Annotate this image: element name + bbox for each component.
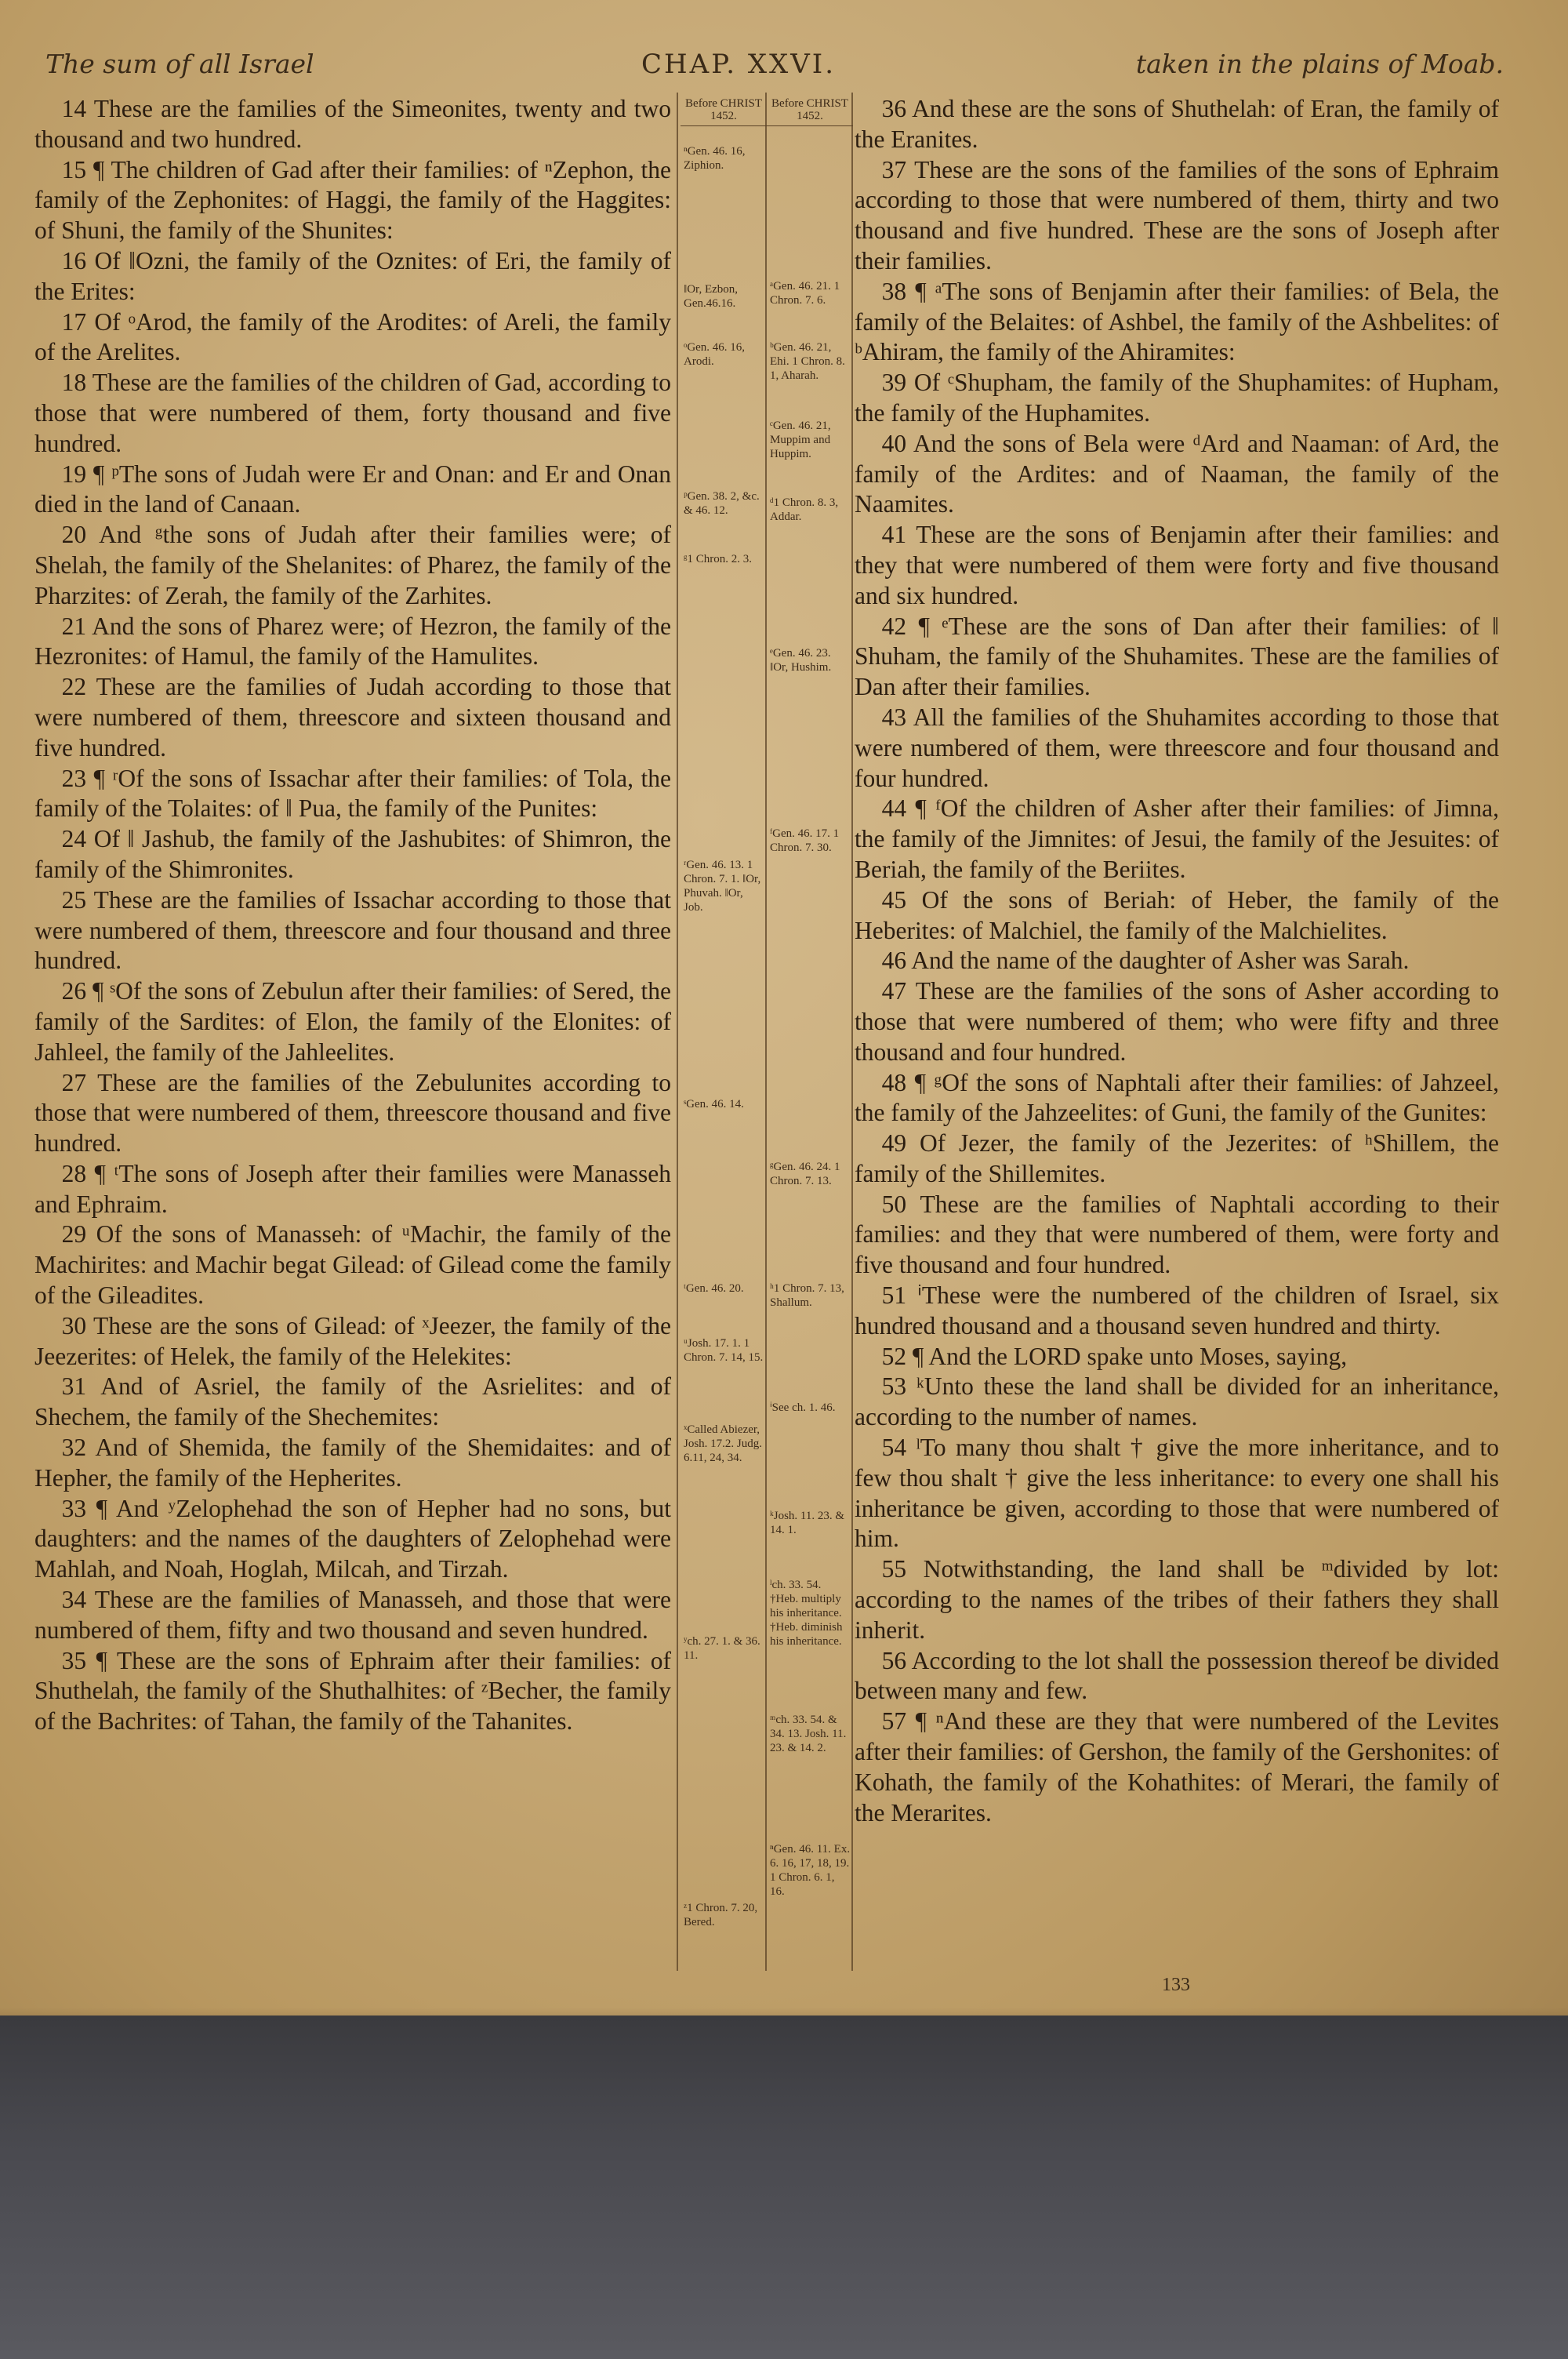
verse: 36 And these are the sons of Shuthelah: of Eran, the family of the Eranites.: [855, 95, 1499, 153]
verse: 51 ⁱThese were the numbered of the children of Israel, six hundred thousand and a thousand seven hundred and thirty.: [855, 1281, 1499, 1339]
verse: 33 ¶ And ʸZelophehad the son of Hepher had no sons, but daughters: and the names of the daughters of Zelophehad were Mahlah, and Noah, Hoglah, Milcah, and Tirzah.: [34, 1494, 671, 1583]
verse: 54 ˡTo many thou shalt † give the more inheritance, and to few thou shalt † give the less inheritance: to every one shall his inheritance be given, according to those that were numbered of him.: [855, 1434, 1499, 1553]
verse: 26 ¶ ˢOf the sons of Zebulun after their families: of Sered, the family of the Sardites: of Elon, the family of the Elonites: of Jahleel, the family of the Jahleelites.: [34, 977, 671, 1066]
chapter-heading: CHAP. XXVI.: [641, 49, 837, 80]
dark-backdrop: [0, 2016, 1568, 2359]
verse: 19 ¶ ᵖThe sons of Judah were Er and Onan: and Er and Onan died in the land of Canaan.: [34, 460, 671, 518]
verse: 20 And ᵍthe sons of Judah after their families were; of Shelah, the family of the Shelanites: of Pharez, the family of the Pharzites: of Zerah, the family of the Zarhites.: [34, 521, 671, 609]
verse: 44 ¶ ᶠOf the children of Asher after their families: of Jimna, the family of the Jimnites: of Jesui, the family of the Jesuites: of Beriah, the family of the Beriites.: [855, 794, 1499, 883]
verse: 45 Of the sons of Beriah: of Heber, the family of the Heberites: of Malchiel, the family of the Malchielites.: [855, 885, 1499, 944]
margin-note: ᵃGen. 46. 21. 1 Chron. 7. 6.: [770, 280, 840, 307]
margin-note: ʳGen. 46. 13. 1 Chron. 7. 1. ‖Or, Phuvah. ‖Or, Job.: [684, 859, 761, 914]
verse: 53 ᵏUnto these the land shall be divided for an inheritance, according to the number of names.: [855, 1372, 1499, 1431]
verse: 39 Of ᶜShupham, the family of the Shuphamites: of Hupham, the family of the Huphamites.: [855, 369, 1499, 427]
verse: 52 ¶ And the LORD spake unto Moses, saying,: [881, 1342, 1348, 1370]
margin-note: ᵉGen. 46. 23. ‖Or, Hushim.: [770, 647, 832, 674]
margin-note: ⁱSee ch. 1. 46.: [770, 1401, 836, 1414]
margin-note: ʸch. 27. 1. & 36. 11.: [684, 1635, 760, 1662]
verse: 30 These are the sons of Gilead: of ˣJeezer, the family of the Jeezerites: of Helek, the family of the Helekites:: [34, 1311, 671, 1370]
margin-note: ᵍGen. 46. 24. 1 Chron. 7. 13.: [770, 1161, 840, 1187]
margin-date-heading: Before CHRIST 1452.: [681, 97, 767, 126]
verse: 27 These are the families of the Zebulunites according to those that were numbered of them, threescore thousand and five hundred.: [34, 1068, 671, 1158]
margin-note: ᵐch. 33. 54. & 34. 13. Josh. 11. 23. & 14. 2.: [770, 1714, 847, 1754]
margin-note: ‖Or, Ezbon, Gen.46.16.: [684, 283, 739, 310]
verse: 40 And the sons of Bela were ᵈArd and Naaman: of Ard, the family of the Ardites: and of Naaman, the family of the Naamites.: [855, 429, 1499, 518]
verse: 56 According to the lot shall the possession thereof be divided between many and few.: [855, 1646, 1499, 1705]
verse: 16 Of ‖Ozni, the family of the Oznites: of Eri, the family of the Erites:: [34, 246, 671, 305]
margin-note: ᵘJosh. 17. 1. 1 Chron. 7. 14, 15.: [684, 1337, 764, 1364]
verse: 49 Of Jezer, the family of the Jezerites: of ʰShillem, the family of the Shillemites.: [855, 1129, 1499, 1187]
verse: 47 These are the families of the sons of Asher according to those that were numbered of them; who were fifty and three thousand and four hundred.: [855, 977, 1499, 1066]
verse: 17 Of ᵒArod, the family of the Arodites: of Areli, the family of the Arelites.: [34, 307, 671, 366]
verse: 48 ¶ ᵍOf the sons of Naphtali after their families: of Jahzeel, the family of the Jahzeelites: of Guni, the family of the Gunites:: [855, 1068, 1499, 1127]
verse: 25 These are the families of Issachar according to those that were numbered of them, threescore and four thousand and three hundred.: [34, 885, 671, 975]
margin-note: ᵏJosh. 11. 23. & 14. 1.: [770, 1510, 845, 1536]
verse: 28 ¶ ᵗThe sons of Joseph after their families were Manasseh and Ephraim.: [34, 1159, 671, 1218]
verse: 57 ¶ ⁿAnd these are they that were numbered of the Levites after their families: of Gershon, the family of the Gershonites: of Kohath, the family of the Kohathites: of Merari, the family of the Merarites.: [855, 1707, 1499, 1826]
running-head-left: The sum of all Israel: [45, 49, 314, 79]
margin-references-b: [767, 97, 853, 1979]
verse: 37 These are the sons of the families of the sons of Ephraim according to those that were numbered of them, thirty and two thousand and five hundred. These are the sons of Joseph after their families.: [855, 155, 1499, 274]
verse: 23 ¶ ʳOf the sons of Issachar after their families: of Tola, the family of the Tolaites: of ‖ Pua, the family of the Punites:: [34, 764, 671, 823]
verse: 24 Of ‖ Jashub, the family of the Jashubites: of Shimron, the family of the Shimronites.: [34, 825, 671, 883]
margin-note: ᵒGen. 46. 16, Arodi.: [684, 341, 746, 368]
verse: 50 These are the families of Naphtali according to their families: and they that were numbered of them, were forty and five thousand and four hundred.: [855, 1190, 1499, 1279]
verse: 42 ¶ ᵉThese are the sons of Dan after their families: of ‖ Shuham, the family of the Shuhamites. These are the families of Dan after their families.: [855, 612, 1499, 701]
verse: 55 Notwithstanding, the land shall be ᵐdivided by lot: according to the names of the tribes of their fathers they shall inherit.: [855, 1555, 1499, 1644]
verse: 21 And the sons of Pharez were; of Hezron, the family of the Hezronites: of Hamul, the family of the Hamulites.: [34, 612, 671, 671]
margin-note: ᵍ1 Chron. 2. 3.: [684, 553, 753, 565]
verse: 41 These are the sons of Benjamin after their families: and they that were numbered of them were forty and five thousand and six hundred.: [855, 521, 1499, 609]
margin-note: ᶜGen. 46. 21, Muppim and Huppim.: [770, 420, 831, 460]
margin-note: ˣCalled Abiezer, Josh. 17.2. Judg. 6.11, 24, 34.: [684, 1423, 763, 1464]
verse: 22 These are the families of Judah according to those that were numbered of them, threescore and sixteen thousand and five hundred.: [34, 673, 671, 761]
margin-references-a: [681, 97, 767, 1979]
verse: 34 These are the families of Manasseh, and those that were numbered of them, fifty and two thousand and seven hundred.: [34, 1586, 671, 1644]
verse: 29 Of the sons of Manasseh: of ᵘMachir, the family of the Machirites: and Machir begat Gilead: of Gilead come the family of the Gileadites.: [34, 1220, 671, 1310]
margin-note: ᶠGen. 46. 17. 1 Chron. 7. 30.: [770, 827, 840, 854]
verse: 32 And of Shemida, the family of the Shemidaites: and of Hepher, the family of the Hepherites.: [34, 1434, 671, 1492]
left-text-column: [34, 94, 671, 1737]
margin-note: ᵈ1 Chron. 8. 3, Addar.: [770, 496, 839, 523]
verse: 14 These are the families of the Simeonites, twenty and two thousand and two hundred.: [34, 95, 671, 153]
right-text-column: [855, 94, 1499, 1828]
margin-note: ᶻ1 Chron. 7. 20, Bered.: [684, 1902, 758, 1928]
verse: 31 And of Asriel, the family of the Asrielites: and of Shechem, the family of the Shechemites:: [34, 1372, 671, 1431]
verse: 35 ¶ These are the sons of Ephraim after their families: of Shuthelah, the family of the Shuthalhites: of ᶻBecher, the family of the Bachrites: of Tahan, the family of the Tahanites.: [34, 1646, 671, 1736]
margin-note: ᵇGen. 46. 21, Ehi. 1 Chron. 8. 1, Aharah.: [770, 341, 845, 382]
page-number: 133: [1162, 1975, 1190, 1995]
margin-note: ˢGen. 46. 14.: [684, 1098, 744, 1110]
margin-note: ᵗGen. 46. 20.: [684, 1282, 744, 1295]
margin-note: ᵖGen. 38. 2, &c. & 46. 12.: [684, 490, 760, 517]
verse: 43 All the families of the Shuhamites according to those that were numbered of them, were threescore and four thousand and four hundred.: [855, 703, 1499, 792]
margin-date-heading: Before CHRIST 1452.: [767, 97, 853, 126]
page-header: [45, 49, 1504, 88]
verse: 46 And the name of the daughter of Asher was Sarah.: [881, 947, 1410, 975]
margin-note: ⁿGen. 46. 11. Ex. 6. 16, 17, 18, 19. 1 Chron. 6. 1, 16.: [770, 1843, 851, 1898]
margin-note: ˡch. 33. 54. †Heb. multiply his inheritance. †Heb. diminish his inheritance.: [770, 1579, 843, 1648]
column-rule: [677, 93, 678, 1971]
margin-note: ʰ1 Chron. 7. 13, Shallum.: [770, 1282, 844, 1309]
margin-note: ⁿGen. 46. 16, Ziphion.: [684, 145, 746, 172]
verse: 15 ¶ The children of Gad after their families: of ⁿZephon, the family of the Zephonites: of Haggi, the family of the Haggites: of Shuni, the family of the Shunites:: [34, 155, 671, 245]
verse: 18 These are the families of the children of Gad, according to those that were numbered of them, forty thousand and five hundred.: [34, 369, 671, 457]
running-head-right: taken in the plains of Moab.: [1135, 49, 1504, 79]
verse: 38 ¶ ᵃThe sons of Benjamin after their families: of Bela, the family of the Belaites: of Ashbel, the family of the Ashbelites: of ᵇAhiram, the family of the Ahiramites:: [855, 277, 1499, 366]
